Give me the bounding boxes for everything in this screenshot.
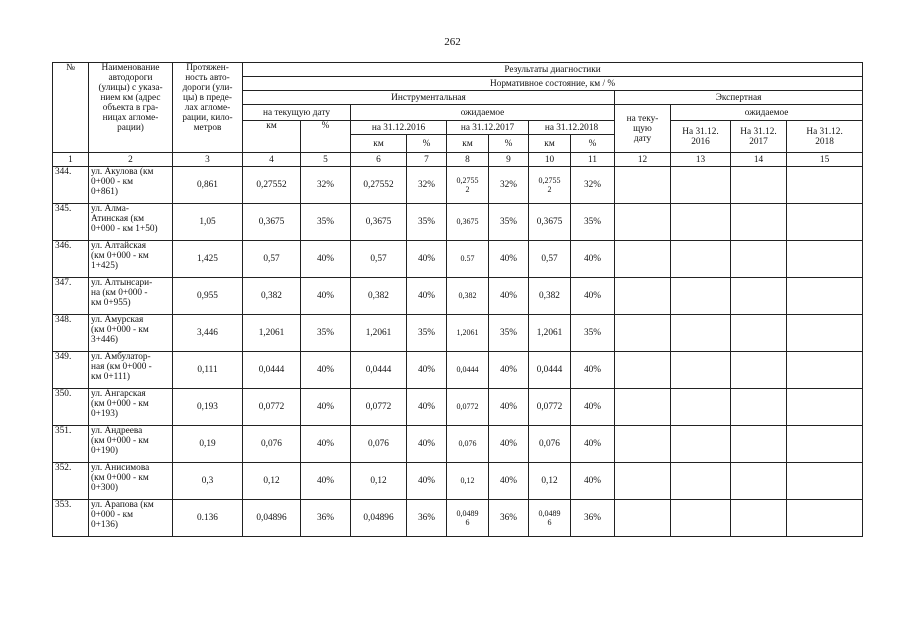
expert-current [615,204,671,241]
expert-current [615,500,671,537]
km-2017: 1,2061 [447,315,489,352]
header-pct-2016: % [407,135,447,153]
pct-2016: 40% [407,426,447,463]
column-number: 11 [571,153,615,167]
expert-2017 [731,352,787,389]
km-2017: 0.57 [447,241,489,278]
expert-2016 [671,204,731,241]
header-cur-pct: % [301,121,351,153]
expert-2016 [671,389,731,426]
header-date-2018: на 31.12.2018 [529,121,615,135]
road-name: ул. Алтынсари- на (км 0+000 - км 0+955) [89,278,173,315]
header-date-2016: на 31.12.2016 [351,121,447,135]
current-km: 0,3675 [243,204,301,241]
road-length: 0,111 [173,352,243,389]
km-2018: 0,57 [529,241,571,278]
table-row [53,204,863,241]
pct-2018: 40% [571,352,615,389]
current-pct: 40% [301,241,351,278]
expert-2017 [731,278,787,315]
pct-2016: 35% [407,204,447,241]
column-number: 13 [671,153,731,167]
km-2018: 0,0772 [529,389,571,426]
current-km: 0,04896 [243,500,301,537]
km-2018: 0,382 [529,278,571,315]
row-number: 346. [53,241,89,278]
pct-2018: 32% [571,167,615,204]
header-road-name: Наименование автодороги (улицы) с указа- нием км (адрес объекта в гра- ницах агломе- рации) [89,63,173,153]
pct-2016: 35% [407,315,447,352]
pct-2018: 40% [571,278,615,315]
current-pct: 36% [301,500,351,537]
row-number: 348. [53,315,89,352]
pct-2017: 40% [489,352,529,389]
road-length: 1,425 [173,241,243,278]
current-km: 0,382 [243,278,301,315]
expert-current [615,315,671,352]
road-name: ул. Ангарская (км 0+000 - км 0+193) [89,389,173,426]
road-name: ул. Амбулатор- ная (км 0+000 - км 0+111) [89,352,173,389]
row-number: 353. [53,500,89,537]
column-number: 10 [529,153,571,167]
road-length: 0,3 [173,463,243,500]
road-length: 0,955 [173,278,243,315]
header-cur-km: км [243,121,301,153]
table-row [53,463,863,500]
pct-2016: 40% [407,463,447,500]
road-length: 0,861 [173,167,243,204]
current-pct: 32% [301,167,351,204]
km-2016: 1,2061 [351,315,407,352]
current-pct: 40% [301,278,351,315]
header-km-2017: км [447,135,489,153]
row-number: 352. [53,463,89,500]
header-expert-expected: ожидаемое [671,105,863,121]
current-pct: 40% [301,389,351,426]
row-number: 344. [53,167,89,204]
column-number: 14 [731,153,787,167]
header-expert-current: на теку- щую дату [615,105,671,153]
road-name: ул. Арапова (км 0+000 - км 0+136) [89,500,173,537]
pct-2017: 32% [489,167,529,204]
diagnostics-table [52,62,863,537]
header-no: № [53,63,89,153]
column-number: 5 [301,153,351,167]
current-km: 0,12 [243,463,301,500]
expert-current [615,463,671,500]
km-2017: 0,0772 [447,389,489,426]
km-2018: 1,2061 [529,315,571,352]
expert-2016 [671,278,731,315]
pct-2017: 36% [489,500,529,537]
km-2016: 0,3675 [351,204,407,241]
km-2017: 0,12 [447,463,489,500]
pct-2018: 40% [571,463,615,500]
road-length: 0.136 [173,500,243,537]
road-name: ул. Андреева (км 0+000 - км 0+190) [89,426,173,463]
km-2016: 0,12 [351,463,407,500]
road-length: 0,193 [173,389,243,426]
expert-2018 [787,426,863,463]
table-row [53,278,863,315]
km-2016: 0,0772 [351,389,407,426]
pct-2016: 40% [407,389,447,426]
current-pct: 40% [301,352,351,389]
header-expert: Экспертная [615,91,863,105]
km-2017: 0,0444 [447,352,489,389]
column-number: 6 [351,153,407,167]
table-body [53,167,863,537]
pct-2018: 40% [571,389,615,426]
expert-2018 [787,315,863,352]
km-2017: 0,3675 [447,204,489,241]
expert-2017 [731,315,787,352]
pct-2017: 35% [489,315,529,352]
expert-2017 [731,241,787,278]
expert-2017 [731,463,787,500]
pct-2016: 40% [407,278,447,315]
column-number: 15 [787,153,863,167]
road-length: 3,446 [173,315,243,352]
road-name: ул. Алтайская (км 0+000 - км 1+425) [89,241,173,278]
expert-current [615,241,671,278]
pct-2018: 40% [571,426,615,463]
km-2017: 0,076 [447,426,489,463]
pct-2017: 40% [489,463,529,500]
header-instrumental: Инструментальная [243,91,615,105]
column-number: 2 [89,153,173,167]
header-km-2016: км [351,135,407,153]
current-pct: 40% [301,426,351,463]
table-row [53,315,863,352]
expert-2016 [671,167,731,204]
header-expert-2017: На 31.12. 2017 [731,121,787,153]
header-date-2017: на 31.12.2017 [447,121,529,135]
table-row [53,500,863,537]
expert-2016 [671,500,731,537]
header-length: Протяжен- ность авто- дороги (ули- цы) в преде- лах агломе- рации, кило- метров [173,63,243,153]
header-normative: Нормативное состояние, км / % [243,77,863,91]
expert-2017 [731,500,787,537]
pct-2018: 35% [571,315,615,352]
header-expert-2016: На 31.12. 2016 [671,121,731,153]
row-number: 345. [53,204,89,241]
road-length: 0,19 [173,426,243,463]
header-current-date: на текущую дату [243,105,351,121]
km-2016: 0,57 [351,241,407,278]
expert-2018 [787,278,863,315]
row-number: 351. [53,426,89,463]
pct-2016: 36% [407,500,447,537]
expert-current [615,352,671,389]
row-number: 350. [53,389,89,426]
current-km: 0,57 [243,241,301,278]
header-pct-2017: % [489,135,529,153]
header-expected: ожидаемое [351,105,615,121]
current-km: 0,0772 [243,389,301,426]
expert-2018 [787,167,863,204]
pct-2016: 32% [407,167,447,204]
km-2017: 0,382 [447,278,489,315]
expert-current [615,426,671,463]
table-row [53,426,863,463]
row-number: 347. [53,278,89,315]
expert-2017 [731,167,787,204]
expert-2018 [787,463,863,500]
road-name: ул. Амурская (км 0+000 - км 3+446) [89,315,173,352]
table-row [53,389,863,426]
expert-2016 [671,315,731,352]
current-pct: 35% [301,204,351,241]
expert-2017 [731,426,787,463]
expert-2016 [671,463,731,500]
expert-2018 [787,352,863,389]
km-2016: 0,076 [351,426,407,463]
column-number: 3 [173,153,243,167]
column-number-row [53,153,863,167]
road-name: ул. Анисимова (км 0+000 - км 0+300) [89,463,173,500]
km-2018: 0,0444 [529,352,571,389]
km-2016: 0,0444 [351,352,407,389]
expert-current [615,389,671,426]
expert-2018 [787,500,863,537]
current-km: 0,27552 [243,167,301,204]
expert-2016 [671,426,731,463]
pct-2018: 35% [571,204,615,241]
km-2017: 0,0489 6 [447,500,489,537]
pct-2017: 40% [489,278,529,315]
header-pct-2018: % [571,135,615,153]
column-number: 9 [489,153,529,167]
page-number: 262 [444,36,461,48]
column-number: 4 [243,153,301,167]
current-km: 0,076 [243,426,301,463]
expert-current [615,278,671,315]
table-row [53,352,863,389]
pct-2017: 35% [489,204,529,241]
road-name: ул. Алма- Атинская (км 0+000 - км 1+50) [89,204,173,241]
pct-2017: 40% [489,426,529,463]
pct-2017: 40% [489,241,529,278]
pct-2016: 40% [407,352,447,389]
row-number: 349. [53,352,89,389]
header-results: Результаты диагностики [243,63,863,77]
expert-2018 [787,204,863,241]
table-row [53,241,863,278]
km-2017: 0,2755 2 [447,167,489,204]
current-pct: 40% [301,463,351,500]
current-km: 1,2061 [243,315,301,352]
current-km: 0,0444 [243,352,301,389]
km-2016: 0,04896 [351,500,407,537]
header-km-2018: км [529,135,571,153]
pct-2016: 40% [407,241,447,278]
pct-2018: 40% [571,241,615,278]
expert-2016 [671,241,731,278]
expert-2016 [671,352,731,389]
expert-2017 [731,389,787,426]
pct-2018: 36% [571,500,615,537]
km-2018: 0,076 [529,426,571,463]
current-pct: 35% [301,315,351,352]
expert-current [615,167,671,204]
expert-2018 [787,389,863,426]
km-2018: 0,0489 6 [529,500,571,537]
pct-2017: 40% [489,389,529,426]
header-expert-2018: На 31.12. 2018 [787,121,863,153]
column-number: 8 [447,153,489,167]
table-row [53,167,863,204]
km-2016: 0,27552 [351,167,407,204]
road-length: 1,05 [173,204,243,241]
km-2018: 0,12 [529,463,571,500]
km-2018: 0,3675 [529,204,571,241]
km-2016: 0,382 [351,278,407,315]
column-number: 7 [407,153,447,167]
road-name: ул. Акулова (км 0+000 - км 0+861) [89,167,173,204]
expert-2018 [787,241,863,278]
column-number: 1 [53,153,89,167]
expert-2017 [731,204,787,241]
column-number: 12 [615,153,671,167]
km-2018: 0,2755 2 [529,167,571,204]
